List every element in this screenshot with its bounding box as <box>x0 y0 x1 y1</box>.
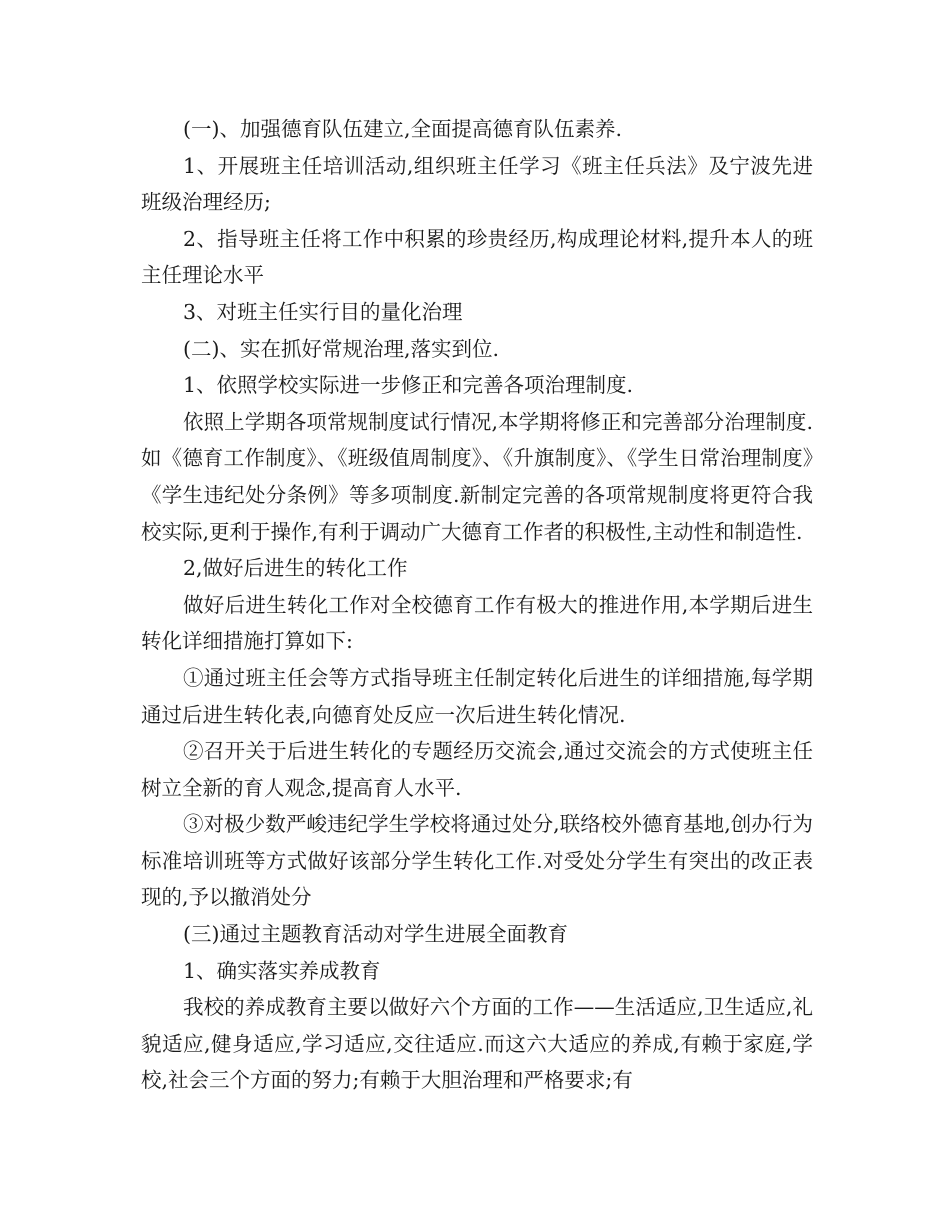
paragraph: 做好后进生转化工作对全校德育工作有极大的推进作用,本学期后进生转化详细措施打算如下: <box>141 592 813 654</box>
paragraph: 2,做好后进生的转化工作 <box>183 556 408 581</box>
paragraph: 1、依照学校实际进一步修正和完善各项治理制度. <box>183 373 634 398</box>
paragraph: ③对极少数严峻违纪学生学校将通过处分,联络校外德育基地,创办行为标准培训班等方式做好该部分学生转化工作.对受处分学生有突出的改正表现的,予以撤消处分 <box>141 812 813 910</box>
paragraph: ①通过班主任会等方式指导班主任制定转化后进生的详细措施,每学期通过后进生转化表,向德育处反应一次后进生转化情况. <box>141 665 813 727</box>
paragraph: ②召开关于后进生转化的专题经历交流会,通过交流会的方式使班主任树立全新的育人观念,提高育人水平. <box>141 739 813 800</box>
section-heading-3: (三)通过主题教育活动对学生进展全面教育 <box>183 922 568 947</box>
paragraph: 1、开展班主任培训活动,组织班主任学习《班主任兵法》及宁波先进班级治理经历; <box>141 153 813 215</box>
section-heading-1: (一)、加强德育队伍建立,全面提高德育队伍素养. <box>183 117 623 141</box>
paragraph: 3、对班主任实行目的量化治理 <box>183 299 463 324</box>
paragraph: 1、确实落实养成教育 <box>183 958 381 983</box>
section-heading-2: (二)、实在抓好常规治理,落实到位. <box>183 336 500 361</box>
paragraph: 依照上学期各项常规制度试行情况,本学期将修正和完善部分治理制度.如《德育工作制度》、《班级值周制度》、《升旗制度》、《学生日常治理制度》《学生违纪处分条例》等多项制度.新制定完善的各项常规制度将更符合我校实际,更利于操作,有利于调动广大德育工作者的积极性,主动性和制造性. <box>141 409 813 544</box>
paragraph: 2、指导班主任将工作中积累的珍贵经历,构成理论材料,提升本人的班主任理论水平 <box>141 226 813 288</box>
paragraph: 我校的养成教育主要以做好六个方面的工作——生活适应,卫生适应,礼貌适应,健身适应,学习适应,交往适应.而这六大适应的养成,有赖于家庭,学校,社会三个方面的努力;有赖于大胆治理和严格要求;有 <box>141 995 813 1093</box>
document-body <box>141 111 813 1099</box>
